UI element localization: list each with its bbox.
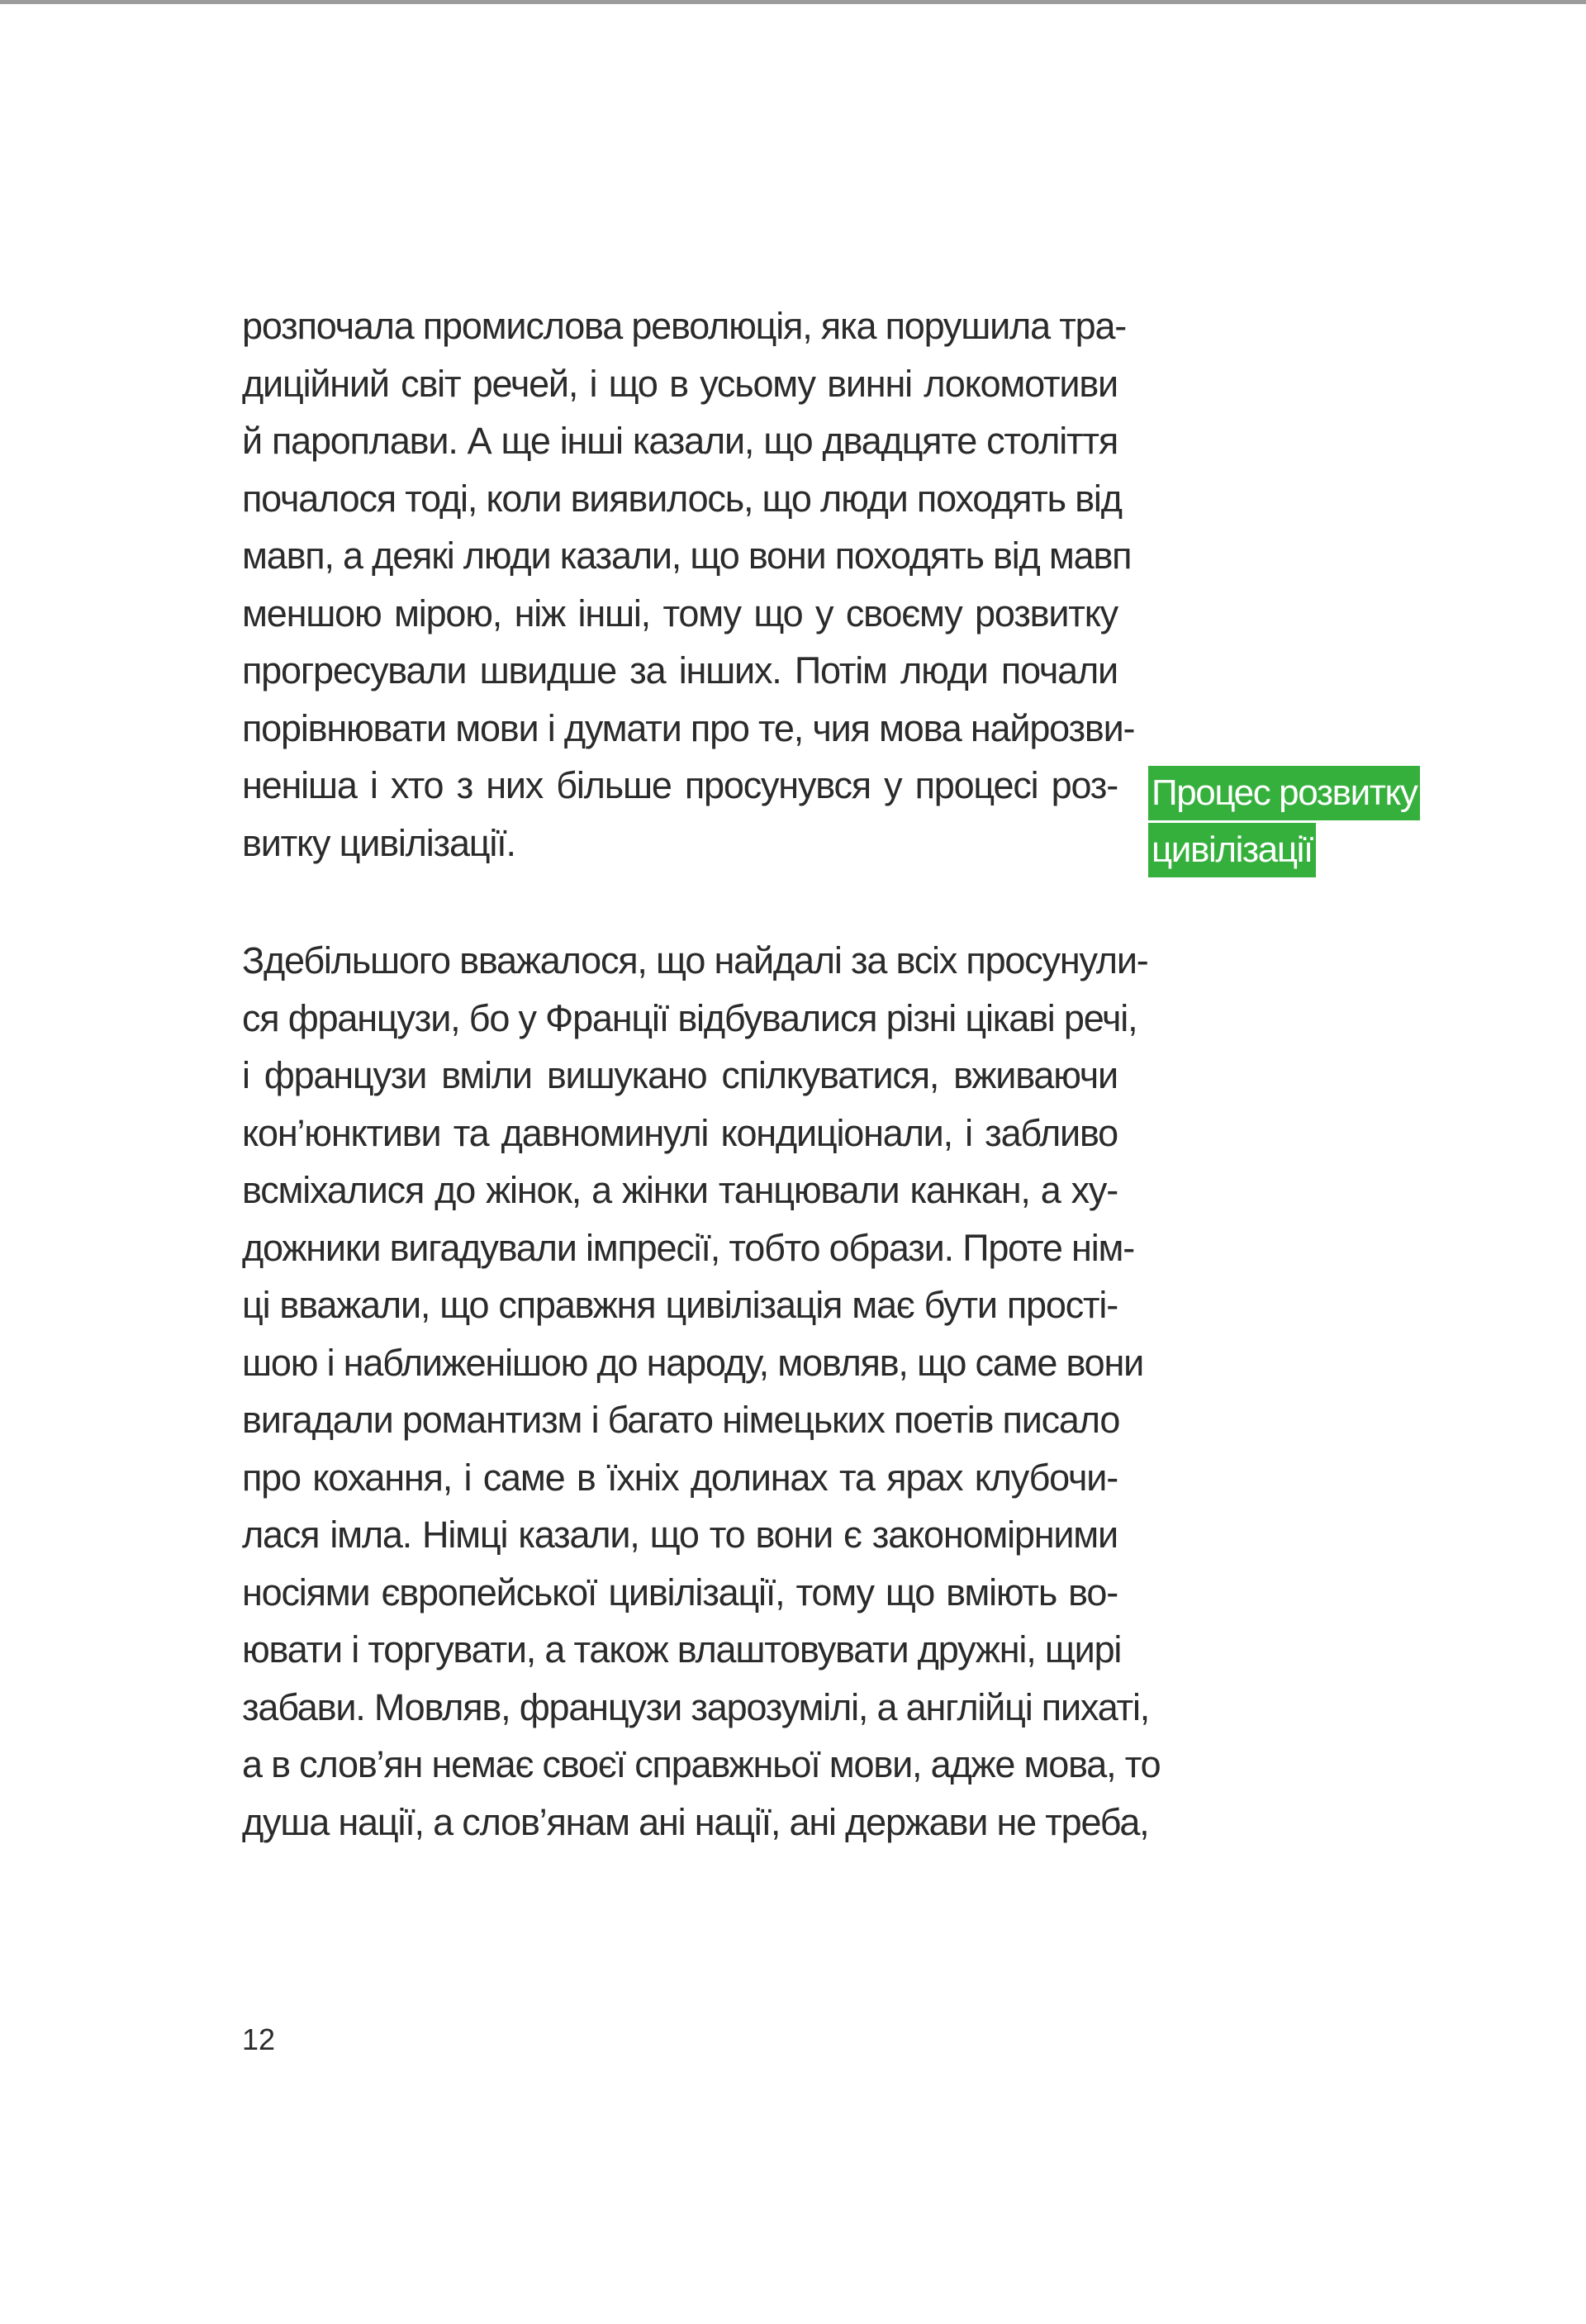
text-line: дожники вигадували імпресії, тобто образи. Проте нім- — [242, 1226, 1135, 1269]
text-line: мавп, а деякі люди казали, що вони походять від мавп — [242, 535, 1132, 577]
text-line-last: витку цивілізації. — [242, 821, 515, 864]
top-border-rule — [0, 0, 1586, 4]
text-line: неніша і хто з них більше просунувся у процесі роз- — [242, 764, 1118, 806]
text-line: порівнювати мови і думати про те, чия мова найрозви- — [242, 706, 1135, 749]
text-line: лася імла. Німці казали, що то вони є закономірними — [242, 1514, 1118, 1556]
text-line: ці вважали, що справжня цивілізація має бути простi- — [242, 1284, 1118, 1326]
text-line: меншою мірою, ніж інші, тому що у своєму розвитку — [242, 592, 1118, 634]
margin-note-line-1: Процес розвитку — [1148, 766, 1420, 820]
text-line: розпочала промислова революція, яка порушила тра- — [242, 305, 1127, 347]
text-line: ювати і торгувати, а також влаштовувати дружні, щирі — [242, 1628, 1122, 1671]
text-line: шою і наближенішою до народу, мовляв, що саме вони — [242, 1341, 1144, 1384]
text-line: носіями європейської цивілізації, тому що вміють во- — [242, 1571, 1118, 1613]
text-line: Здебільшого вважалося, що найдалі за всіх просунули- — [242, 939, 1148, 981]
text-line: всміхалися до жінок, а жінки танцювали канкан, а ху- — [242, 1169, 1118, 1211]
text-line: диційний світ речей, і що в усьому винні локомотиви — [242, 362, 1118, 405]
text-line: про кохання, і саме в їхніх долинах та ярах клубочи- — [242, 1456, 1118, 1499]
paragraph-2 — [242, 932, 1161, 1851]
text-line: почалося тоді, коли виявилось, що люди походять від — [242, 477, 1122, 520]
text-line: кон’юнктиви та давноминулі кондиціонали, і забливо — [242, 1111, 1118, 1154]
text-line: прогресували швидше за інших. Потім люди почали — [242, 649, 1118, 691]
page-number: 12 — [242, 2022, 276, 2056]
text-line: і французи вміли вишукано спілкуватися, вживаючи — [242, 1054, 1118, 1096]
text-line: вигадали романтизм і багато німецьких поетів писало — [242, 1399, 1120, 1441]
margin-note-line-2: цивілізації — [1148, 823, 1316, 877]
text-line: й пароплави. А ще інші казали, що двадцяте століття — [242, 420, 1118, 462]
text-line: ся французи, бо у Франції відбувалися різні цікаві речі, — [242, 996, 1137, 1039]
text-line: а в слов’ян немає своєї справжньої мови, адже мова, то — [242, 1743, 1161, 1785]
margin-note-highlight — [1148, 766, 1421, 880]
text-line: душа нації, а слов’янам ані нації, ані держави не треба, — [242, 1800, 1149, 1843]
paragraph-1 — [242, 297, 1135, 872]
text-line: забави. Мовляв, французи зарозумілі, а англійці пихаті, — [242, 1685, 1150, 1728]
